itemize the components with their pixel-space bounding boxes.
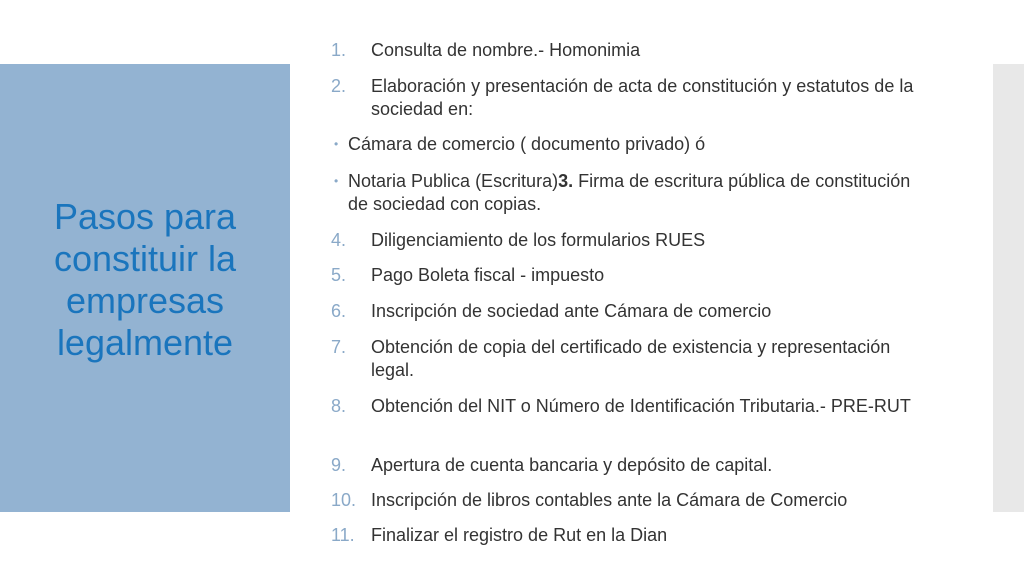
item-number: 1. [331, 40, 347, 60]
item-text: Elaboración y presentación de acta de constitución y estatutos de la sociedad en: [371, 76, 914, 119]
list-item [331, 454, 931, 477]
item-text: Consulta de nombre.- Homonimia [371, 40, 641, 60]
list-item [331, 264, 931, 287]
side-strip [993, 64, 1024, 512]
list-item [331, 336, 931, 382]
item-number: 4. [331, 230, 347, 250]
item-text: Apertura de cuenta bancaria y depósito de capital. [371, 455, 773, 475]
list-item [331, 133, 931, 156]
item-number: 7. [331, 337, 347, 357]
list-item [331, 75, 931, 121]
item-number: 6. [331, 301, 347, 321]
bullet-icon: • [334, 137, 339, 151]
item-number: 8. [331, 396, 347, 416]
item-number: 11. [331, 525, 355, 545]
item-text: Inscripción de sociedad ante Cámara de comercio [371, 301, 772, 321]
item-number: 9. [331, 455, 347, 475]
item-text: Cámara de comercio ( documento privado) ó [348, 134, 706, 154]
list-item [331, 300, 931, 323]
list-item [331, 524, 931, 547]
item-text: Obtención de copia del certificado de existencia y representación legal. [371, 337, 891, 380]
item-number: 10. [331, 490, 357, 510]
bullet-icon: • [334, 174, 339, 188]
item-text: Finalizar el registro de Rut en la Dian [371, 525, 668, 545]
item-text: Notaria Publica (Escritura)3. Firma de escritura pública de constitución de sociedad con copias. [348, 171, 911, 214]
list-item [331, 39, 931, 62]
item-number: 2. [331, 76, 347, 96]
slide-title: Pasos para constituir la empresas legalmente [53, 196, 237, 363]
item-text: Obtención del NIT o Número de Identificación Tributaria.- PRE-RUT [371, 396, 911, 416]
item-text: Inscripción de libros contables ante la Cámara de Comercio [371, 490, 848, 510]
list-item [331, 489, 931, 512]
list-item [331, 229, 931, 252]
item-number: 5. [331, 265, 347, 285]
list-item [331, 395, 931, 418]
list-item [331, 170, 931, 216]
item-text: Diligenciamiento de los formularios RUES [371, 230, 706, 250]
item-text: Pago Boleta fiscal - impuesto [371, 265, 605, 285]
